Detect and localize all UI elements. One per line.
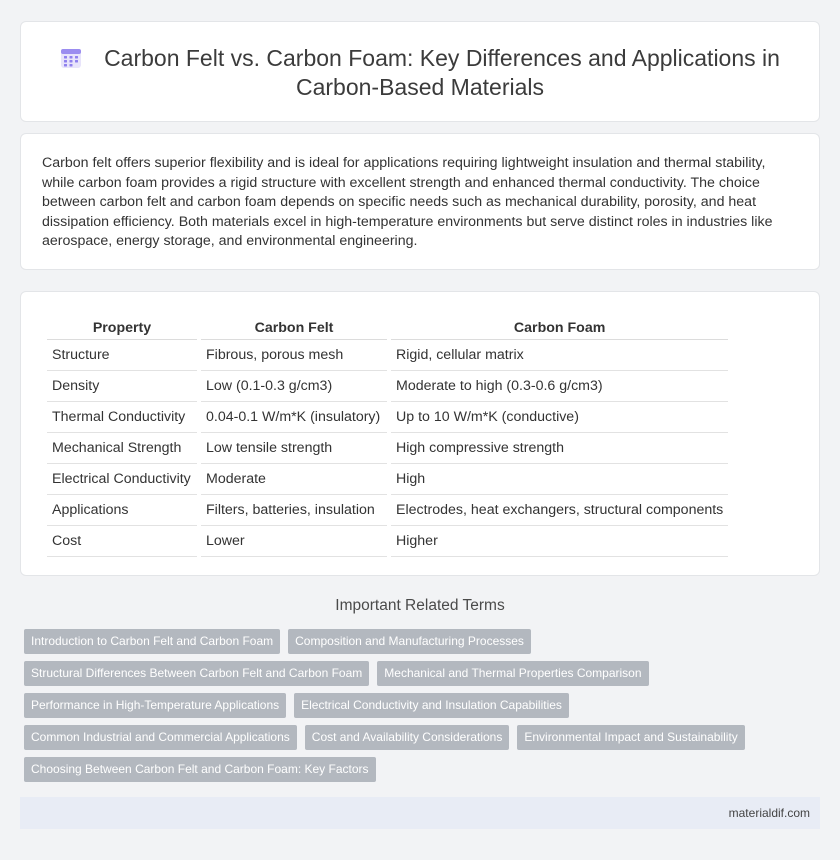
- table-cell: Applications: [47, 495, 197, 526]
- table-row: [47, 464, 728, 495]
- comparison-table-card: [20, 291, 820, 576]
- related-term-tag[interactable]: Introduction to Carbon Felt and Carbon Foam: [24, 629, 280, 654]
- table-cell: Fibrous, porous mesh: [201, 340, 387, 371]
- table-cell: Density: [47, 371, 197, 402]
- table-row: [47, 371, 728, 402]
- table-row: [47, 495, 728, 526]
- page-title-wrap: [21, 44, 819, 102]
- footer: [20, 797, 820, 829]
- page-title: Carbon Felt vs. Carbon Foam: Key Differences and Applications in Carbon-Based Materials: [104, 45, 780, 100]
- table-cell: Mechanical Strength: [47, 433, 197, 464]
- table-row: [47, 340, 728, 371]
- table-cell: Thermal Conductivity: [47, 402, 197, 433]
- related-term-tag[interactable]: Electrical Conductivity and Insulation Capabilities: [294, 693, 569, 718]
- related-term-tag[interactable]: Choosing Between Carbon Felt and Carbon Foam: Key Factors: [24, 757, 376, 782]
- related-terms-heading: Important Related Terms: [335, 597, 505, 614]
- related-term-tag[interactable]: Environmental Impact and Sustainability: [517, 725, 744, 750]
- table-cell: Cost: [47, 526, 197, 557]
- footer-site-name[interactable]: materialdif.com: [728, 806, 810, 820]
- table-cell: Moderate: [201, 464, 387, 495]
- column-header-carbon-felt: Carbon Felt: [201, 314, 387, 340]
- table-cell: Up to 10 W/m*K (conductive): [391, 402, 728, 433]
- table-cell: Rigid, cellular matrix: [391, 340, 728, 371]
- tag-row: [24, 629, 804, 654]
- summary-text: Carbon felt offers superior flexibility and is ideal for applications requiring lightweight insulation and thermal stability, while carbon foam provides a rigid structure with excellent strength and enhanced thermal conductivity. The choice between carbon felt and carbon foam depends on specific needs such as mechanical durability, porosity, and heat dissipation efficiency. Both materials excel in high-temperature environments but serve distinct roles in industries like aerospace, energy storage, and environmental engineering.: [42, 155, 773, 250]
- calendar-grid-icon: [60, 47, 82, 69]
- related-terms-list: [24, 629, 804, 789]
- table-row: [47, 433, 728, 464]
- related-term-tag[interactable]: Performance in High-Temperature Applications: [24, 693, 286, 718]
- summary-card: [20, 133, 820, 270]
- table-cell: 0.04-0.1 W/m*K (insulatory): [201, 402, 387, 433]
- table-cell: Electrical Conductivity: [47, 464, 197, 495]
- table-cell: Low tensile strength: [201, 433, 387, 464]
- table-row: [47, 526, 728, 557]
- related-term-tag[interactable]: Structural Differences Between Carbon Felt and Carbon Foam: [24, 661, 369, 686]
- related-term-tag[interactable]: Common Industrial and Commercial Applications: [24, 725, 297, 750]
- table-cell: High compressive strength: [391, 433, 728, 464]
- tag-row: [24, 725, 804, 750]
- table-cell: Structure: [47, 340, 197, 371]
- table-cell: Filters, batteries, insulation: [201, 495, 387, 526]
- tag-row: [24, 661, 804, 686]
- related-term-tag[interactable]: Cost and Availability Considerations: [305, 725, 510, 750]
- related-term-tag[interactable]: Mechanical and Thermal Properties Comparison: [377, 661, 648, 686]
- table-cell: Moderate to high (0.3-0.6 g/cm3): [391, 371, 728, 402]
- table-cell: Lower: [201, 526, 387, 557]
- comparison-table: [43, 314, 732, 557]
- table-cell: Electrodes, heat exchangers, structural components: [391, 495, 728, 526]
- table-cell: Low (0.1-0.3 g/cm3): [201, 371, 387, 402]
- column-header-property: Property: [47, 314, 197, 340]
- tag-row: [24, 693, 804, 718]
- related-term-tag[interactable]: Composition and Manufacturing Processes: [288, 629, 531, 654]
- table-cell: Higher: [391, 526, 728, 557]
- tag-row: [24, 757, 804, 782]
- header-card: [20, 21, 820, 122]
- table-row: [47, 402, 728, 433]
- table-cell: High: [391, 464, 728, 495]
- column-header-carbon-foam: Carbon Foam: [391, 314, 728, 340]
- table-header-row: [47, 314, 728, 340]
